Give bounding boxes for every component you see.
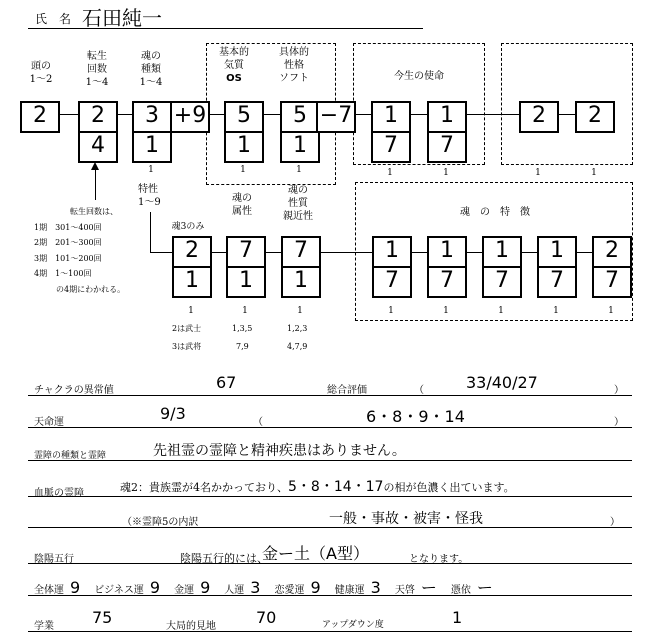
features-label: 魂 の 特 徴 [460, 207, 530, 218]
top-below-4: 1 [387, 168, 393, 178]
feature-box-4: 1 7 [537, 236, 577, 298]
mission-box-2: 1 7 [427, 101, 467, 163]
top-below-7: 1 [591, 168, 597, 178]
heaven-value: 9/3 [160, 404, 186, 423]
blood-text [120, 476, 515, 496]
basic-box: 5 1 [224, 101, 264, 163]
heaven-underline [28, 427, 632, 428]
chakra-label: チャクラの異常値 [34, 385, 114, 396]
breakdown-close: ） [610, 517, 620, 528]
yinyang-post: となります。 [409, 554, 469, 565]
fortune-value-health: 3 [370, 578, 381, 597]
name-label: 氏 名 [35, 12, 72, 26]
spirit-label: 霊障の種類と霊障 [34, 451, 107, 461]
fortune-value-overall: 9 [70, 578, 81, 597]
head-box: 2 [20, 101, 60, 133]
fortune-value-business: 9 [149, 578, 161, 597]
bottom-box-1: 2 1 [172, 236, 212, 298]
blood-post: の相が色濃く出ています。 [383, 481, 515, 494]
note-attr: 1,3,5 7,9 [232, 324, 253, 351]
arrow-shaft [95, 168, 96, 200]
fortune-label-revelation: 天啓 [394, 585, 415, 596]
heaven-label: 天命運 [34, 417, 64, 428]
rebirth-label: 転生 回数 1〜4 [85, 51, 109, 88]
fortune-value-people: 3 [250, 578, 261, 597]
feature-box-2: 1 7 [427, 236, 467, 298]
study-label: 学業 [34, 621, 54, 632]
feature-box-5: 2 7 [592, 236, 632, 298]
concrete-label: 具体的 性格 ソフト [279, 47, 309, 84]
bottom-below-5: 1 [443, 306, 449, 316]
minus-box: −7 [316, 101, 356, 133]
bottom-below-4: 1 [388, 306, 394, 316]
chakra-underline [28, 395, 632, 396]
top-below-2: 1 [240, 165, 246, 175]
top-below-3: 1 [296, 165, 302, 175]
nature-label: 魂の 性質 親近性 [283, 185, 313, 222]
total-label: 総合評価 [327, 385, 367, 396]
feature-box-1: 1 7 [372, 236, 412, 298]
bottom-box-2: 7 1 [226, 236, 266, 298]
bottom-below-7: 1 [553, 306, 559, 316]
fortune-value-money: 9 [200, 578, 211, 597]
updown-label: アップダウン度 [322, 620, 384, 630]
fortune-label-love: 恋愛運 [274, 585, 305, 596]
attr-label: 魂の 属性 [232, 193, 252, 217]
yinyang-underline [28, 563, 632, 564]
note-nature: 1,2,3 4,7,9 [287, 324, 308, 351]
fortune-label-money: 金運 [174, 585, 195, 596]
rebirth-box: 2 4 [78, 101, 118, 163]
total-open: （ [414, 385, 424, 396]
bottom-below-2: 1 [242, 306, 248, 316]
blood-pre: 魂2：貴族霊が4名かかっており、 [120, 481, 288, 494]
fortune-value-revelation: ー [420, 578, 437, 597]
soul-type-box: 3 1 [132, 101, 172, 163]
fortune-label-people: 人運 [224, 585, 245, 596]
study-underline [28, 631, 632, 632]
right-box-2: 2 [575, 101, 615, 133]
yinyang-value: 金ー土（A型） [262, 544, 369, 563]
total-close: ） [614, 385, 624, 396]
spirit-text: 先祖霊の霊障と精神疾患はありません。 [153, 443, 406, 459]
trait-label: 特性 1〜9 [138, 184, 161, 208]
chakra-value: 67 [216, 373, 237, 392]
bottom-below-3: 1 [297, 306, 303, 316]
head-label: 頭の 1〜2 [29, 61, 53, 85]
name-value: 石田純一 [82, 6, 162, 30]
blood-underline [28, 496, 632, 497]
study-value: 75 [92, 608, 113, 627]
right-box-1: 2 [519, 101, 559, 133]
breakdown-text: 一般・事故・被害・怪我 [329, 511, 483, 527]
bottom-below-6: 1 [498, 306, 504, 316]
fortune-value-love: 9 [310, 578, 321, 597]
heaven-nums: 6・8・9・14 [366, 407, 465, 426]
mission-label: 今生の使命 [394, 71, 444, 82]
fortune-value-possession: ー [476, 578, 493, 597]
mission-box-1: 1 7 [371, 101, 411, 163]
blood-label: 血脈の霊障 [34, 488, 84, 499]
trait-line-h [150, 252, 172, 253]
fortune-underline [28, 595, 632, 596]
total-value: 33/40/27 [466, 373, 538, 392]
blood-nums: 5・8・14・17 [288, 479, 384, 495]
breakdown-underline [28, 527, 632, 528]
fortune-label-overall: 全体運 [34, 585, 64, 596]
rebirth-note: 転生回数は、 1期 301〜400回 2期 201〜300回 3期 101〜200回 4期 1〜100回 の4期にわかれる。 [34, 207, 126, 294]
updown-value: 1 [452, 608, 463, 627]
top-below-5: 1 [443, 168, 449, 178]
feature-box-3: 1 7 [482, 236, 522, 298]
yinyang-pre: 陰陽五行的には、 [180, 552, 268, 565]
top-below-6: 1 [535, 168, 541, 178]
bottom-below-8: 1 [608, 306, 614, 316]
yinyang-label: 陰陽五行 [34, 554, 74, 565]
basic-label: 基本的 気質 OS [219, 47, 249, 84]
arrow-up-icon [91, 162, 99, 170]
spirit-underline [28, 460, 632, 461]
view-label: 大局的見地 [166, 621, 216, 632]
note-samurai: 2は武士 3は武将 [172, 324, 202, 351]
breakdown-label: （※霊障5の内訳 [122, 517, 199, 528]
bottom-below-1: 1 [188, 306, 194, 316]
heaven-open: （ [253, 417, 263, 428]
bottom-box-3: 7 1 [281, 236, 321, 298]
fortune-label-health: 健康運 [334, 585, 365, 596]
trait-line-v [150, 212, 151, 252]
soul-type-label: 魂の 種類 1〜4 [139, 51, 163, 88]
only3-label: 魂3のみ [171, 222, 205, 232]
name-underline [28, 28, 423, 29]
fortune-label-possession: 憑依 [450, 585, 471, 596]
concrete-box: 5 1 [280, 101, 320, 163]
top-below-1: 1 [148, 165, 154, 175]
fortune-label-business: ビジネス運 [94, 585, 144, 596]
heaven-close: ） [614, 417, 624, 428]
view-value: 70 [256, 608, 277, 627]
plus-box: +9 [170, 101, 210, 133]
